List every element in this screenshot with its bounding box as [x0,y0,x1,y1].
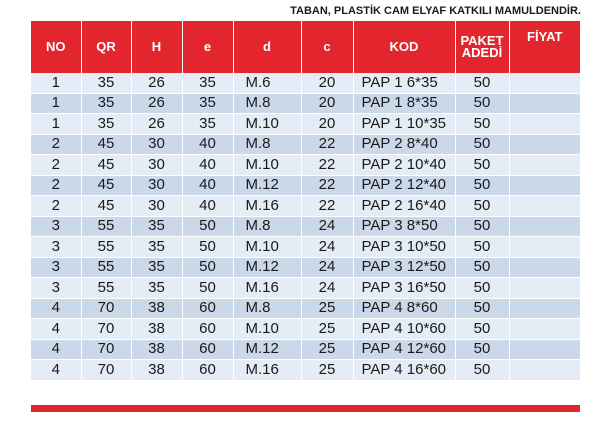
cell-fiyat [509,114,580,135]
table-row [31,319,580,340]
cell-e: 40 [182,196,233,217]
cell-e: 50 [182,237,233,258]
cell-h: 38 [131,319,182,340]
cell-kod: PAP 2 8*40 [353,134,455,155]
cell-h: 35 [131,237,182,258]
cell-qr: 55 [81,278,131,299]
cell-no: 4 [31,319,81,340]
cell-qr: 35 [81,114,131,135]
cell-no: 1 [31,93,81,114]
cell-qr: 55 [81,216,131,237]
cell-no: 2 [31,175,81,196]
table-row [31,278,580,299]
cell-c: 25 [301,319,353,340]
cell-h: 30 [131,175,182,196]
table-row [31,257,580,278]
cell-paket: 50 [455,114,509,135]
cell-c: 25 [301,339,353,360]
header-d: d [233,21,301,73]
cell-no: 3 [31,237,81,258]
cell-kod: PAP 1 8*35 [353,93,455,114]
header-paket-line1: PAKET [460,33,504,48]
cell-c: 20 [301,93,353,114]
cell-d: M.6 [233,73,301,93]
cell-paket: 50 [455,339,509,360]
cell-c: 22 [301,155,353,176]
cell-no: 3 [31,216,81,237]
table-row [31,175,580,196]
cell-no: 2 [31,155,81,176]
cell-qr: 70 [81,339,131,360]
header-e: e [182,21,233,73]
header-paket-line2: ADEDİ [461,45,503,60]
cell-no: 3 [31,278,81,299]
cell-c: 24 [301,216,353,237]
cell-h: 30 [131,134,182,155]
cell-fiyat [509,339,580,360]
cell-h: 30 [131,155,182,176]
cell-kod: PAP 4 8*60 [353,298,455,319]
cell-no: 1 [31,114,81,135]
cell-fiyat [509,73,580,93]
cell-e: 35 [182,73,233,93]
table-body [31,73,580,380]
cell-h: 38 [131,339,182,360]
cell-c: 25 [301,360,353,381]
cell-paket: 50 [455,237,509,258]
table-row [31,134,580,155]
cell-e: 50 [182,278,233,299]
table-row [31,155,580,176]
cell-kod: PAP 3 8*50 [353,216,455,237]
cell-h: 26 [131,114,182,135]
cell-h: 38 [131,360,182,381]
cell-kod: PAP 3 16*50 [353,278,455,299]
cell-fiyat [509,93,580,114]
cell-h: 35 [131,278,182,299]
cell-paket: 50 [455,319,509,340]
cell-c: 20 [301,114,353,135]
bottom-red-bar [31,405,580,412]
cell-qr: 45 [81,196,131,217]
cell-no: 1 [31,73,81,93]
cell-qr: 55 [81,237,131,258]
cell-qr: 70 [81,298,131,319]
cell-kod: PAP 4 16*60 [353,360,455,381]
cell-e: 50 [182,257,233,278]
table-row [31,298,580,319]
cell-fiyat [509,298,580,319]
cell-e: 60 [182,339,233,360]
cell-e: 60 [182,360,233,381]
material-note: TABAN, PLASTİK CAM ELYAF KATKILI MAMULDENDİR. [290,5,581,17]
cell-h: 30 [131,196,182,217]
cell-no: 2 [31,196,81,217]
cell-c: 20 [301,73,353,93]
cell-c: 25 [301,298,353,319]
cell-d: M.10 [233,155,301,176]
cell-paket: 50 [455,278,509,299]
cell-c: 22 [301,134,353,155]
cell-e: 40 [182,155,233,176]
cell-c: 24 [301,257,353,278]
cell-d: M.16 [233,196,301,217]
cell-d: M.12 [233,175,301,196]
cell-qr: 35 [81,73,131,93]
cell-fiyat [509,237,580,258]
cell-e: 40 [182,134,233,155]
cell-kod: PAP 2 12*40 [353,175,455,196]
cell-d: M.8 [233,216,301,237]
cell-fiyat [509,175,580,196]
cell-e: 60 [182,298,233,319]
table-header-row [31,21,580,73]
cell-kod: PAP 1 10*35 [353,114,455,135]
cell-e: 50 [182,216,233,237]
header-paket-adedi [455,21,509,73]
cell-paket: 50 [455,175,509,196]
cell-e: 35 [182,93,233,114]
cell-d: M.16 [233,278,301,299]
cell-c: 22 [301,196,353,217]
cell-paket: 50 [455,360,509,381]
cell-kod: PAP 3 10*50 [353,237,455,258]
cell-paket: 50 [455,196,509,217]
table-row [31,360,580,381]
cell-kod: PAP 4 10*60 [353,319,455,340]
cell-h: 38 [131,298,182,319]
cell-kod: PAP 3 12*50 [353,257,455,278]
cell-paket: 50 [455,73,509,93]
header-no: NO [31,21,81,73]
cell-d: M.8 [233,93,301,114]
cell-d: M.10 [233,114,301,135]
cell-qr: 55 [81,257,131,278]
cell-e: 40 [182,175,233,196]
header-h: H [131,21,182,73]
cell-c: 24 [301,237,353,258]
cell-fiyat [509,278,580,299]
cell-qr: 45 [81,155,131,176]
cell-paket: 50 [455,134,509,155]
cell-h: 35 [131,257,182,278]
cell-no: 4 [31,339,81,360]
cell-no: 3 [31,257,81,278]
cell-kod: PAP 4 12*60 [353,339,455,360]
table-row [31,237,580,258]
cell-d: M.12 [233,257,301,278]
cell-c: 24 [301,278,353,299]
table-row [31,114,580,135]
header-kod: KOD [353,21,455,73]
cell-h: 26 [131,73,182,93]
cell-qr: 70 [81,360,131,381]
cell-d: M.10 [233,237,301,258]
table-row [31,93,580,114]
cell-fiyat [509,257,580,278]
cell-paket: 50 [455,93,509,114]
cell-paket: 50 [455,298,509,319]
cell-no: 4 [31,298,81,319]
header-c: c [301,21,353,73]
header-qr: QR [81,21,131,73]
cell-d: M.16 [233,360,301,381]
cell-fiyat [509,155,580,176]
cell-fiyat [509,134,580,155]
cell-qr: 35 [81,93,131,114]
cell-kod: PAP 2 10*40 [353,155,455,176]
cell-h: 26 [131,93,182,114]
cell-fiyat [509,216,580,237]
cell-d: M.8 [233,134,301,155]
cell-qr: 70 [81,319,131,340]
cell-e: 35 [182,114,233,135]
cell-fiyat [509,360,580,381]
cell-d: M.8 [233,298,301,319]
cell-kod: PAP 2 16*40 [353,196,455,217]
cell-qr: 45 [81,175,131,196]
cell-paket: 50 [455,155,509,176]
cell-no: 2 [31,134,81,155]
cell-c: 22 [301,175,353,196]
cell-fiyat [509,196,580,217]
product-spec-table [31,21,580,381]
cell-h: 35 [131,216,182,237]
cell-d: M.12 [233,339,301,360]
table-row [31,339,580,360]
header-fiyat: FİYAT [509,21,580,73]
cell-qr: 45 [81,134,131,155]
cell-e: 60 [182,319,233,340]
cell-d: M.10 [233,319,301,340]
cell-no: 4 [31,360,81,381]
cell-paket: 50 [455,257,509,278]
cell-kod: PAP 1 6*35 [353,73,455,93]
table-row [31,196,580,217]
cell-paket: 50 [455,216,509,237]
table-row [31,216,580,237]
table-row [31,73,580,93]
cell-fiyat [509,319,580,340]
